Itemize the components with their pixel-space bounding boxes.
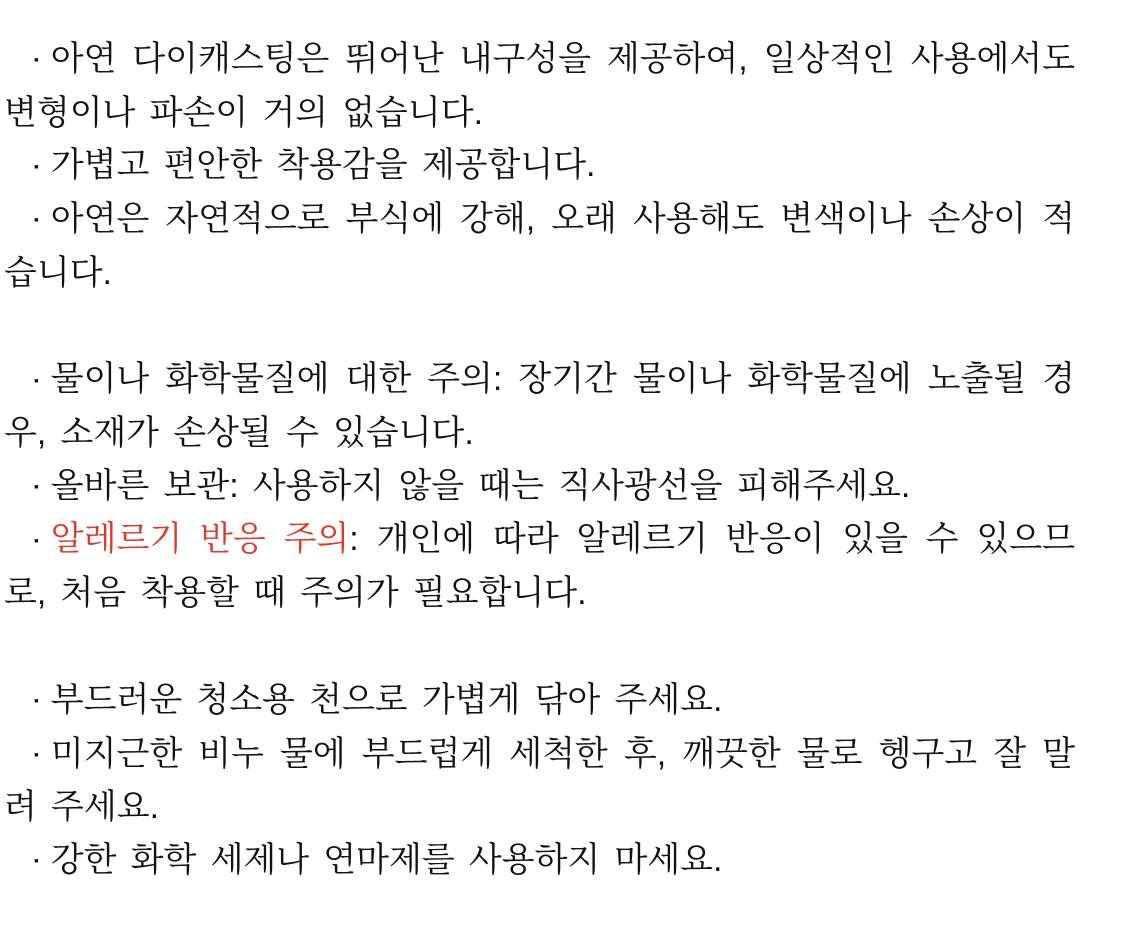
bullet-item — [4, 460, 1075, 514]
bullet-icon: ▪ — [34, 746, 39, 762]
bullet-icon: ▪ — [34, 532, 39, 548]
bullet-item — [4, 353, 1075, 459]
section-cautions — [4, 353, 1075, 619]
bullet-item — [4, 139, 1075, 193]
text-segment: 강한 화학 세제나 연마제를 사용하지 마세요. — [50, 840, 723, 879]
bullet-icon: ▪ — [34, 372, 39, 388]
section-material-features — [4, 33, 1075, 299]
text-segment: 미지근한 비누 물에 부드럽게 세척한 후, 깨끗한 물로 헹구고 잘 말려 주세요. — [4, 734, 1075, 827]
section-care-instructions — [4, 674, 1075, 888]
text-segment: 아연은 자연적으로 부식에 강해, 오래 사용해도 변색이나 손상이 적습니다. — [4, 200, 1075, 292]
text-segment: 가볍고 편안한 착용감을 제공합니다. — [50, 146, 596, 185]
text-segment: 부드러운 청소용 천으로 가볍게 닦아 주세요. — [50, 680, 723, 719]
bullet-icon: ▪ — [34, 478, 39, 494]
bullet-icon: ▪ — [34, 693, 39, 709]
text-segment: : 개인에 따라 알레르기 반응이 있을 수 있으므로, 처음 착용할 때 주의가 필요합니다. — [4, 520, 1075, 613]
bullet-icon: ▪ — [34, 52, 39, 68]
bullet-item — [4, 834, 1075, 888]
text-segment: 아연 다이캐스팅은 뛰어난 내구성을 제공하여, 일상적인 사용에서도 변형이나 파손이 거의 없습니다. — [4, 40, 1075, 132]
bullet-item — [4, 193, 1075, 299]
bullet-item — [4, 33, 1075, 139]
bullet-icon: ▪ — [34, 212, 39, 228]
bullet-item — [4, 513, 1075, 619]
bullet-icon: ▪ — [34, 158, 39, 174]
bullet-item — [4, 674, 1075, 728]
text-segment: 올바른 보관: 사용하지 않을 때는 직사광선을 피해주세요. — [50, 466, 911, 505]
bullet-item — [4, 728, 1075, 834]
highlight-red-text: 알레르기 반응 주의 — [50, 520, 350, 559]
bullet-icon: ▪ — [34, 853, 39, 869]
text-segment: 물이나 화학물질에 대한 주의: 장기간 물이나 화학물질에 노출될 경우, 소재가 손상될 수 있습니다. — [4, 360, 1075, 453]
